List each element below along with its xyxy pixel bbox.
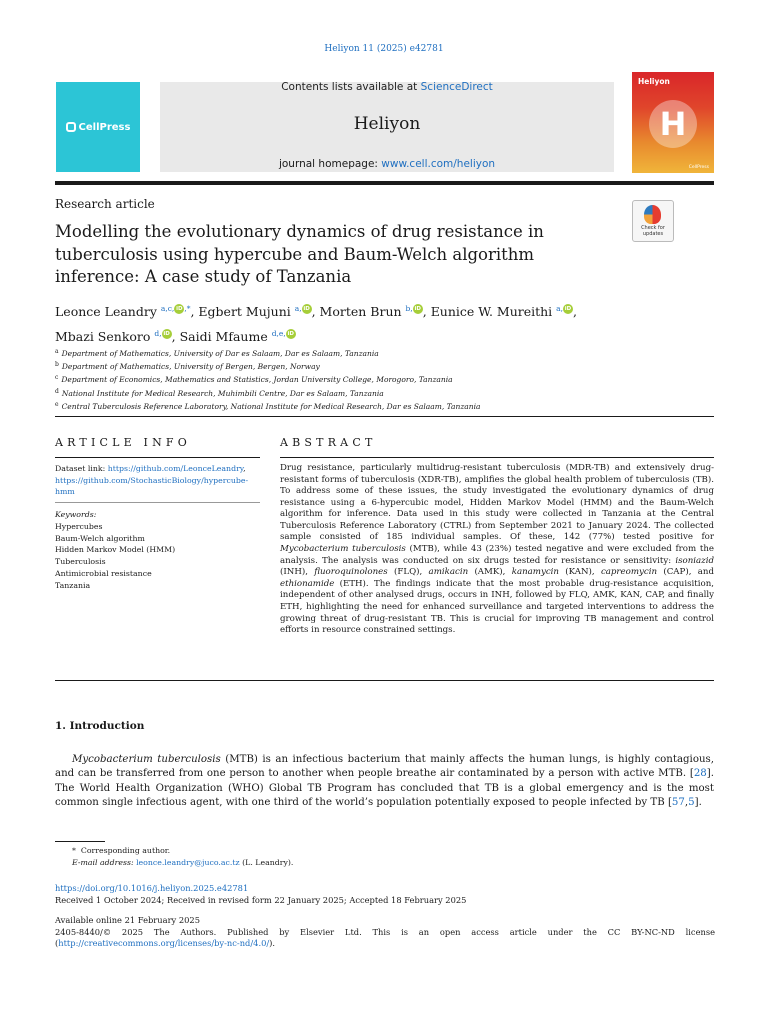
publication-info — [55, 883, 715, 950]
journal-cover[interactable] — [632, 72, 714, 173]
introduction-paragraph: Mycobacterium tuberculosis (MTB) is an infectious bacterium that mainly affects the human lungs, is highly contagious, and can be transferred from one person to another when people breathe air contaminated by a person with active MTB. [28]. The World Health Organization (WHO) Global TB Program has concluded that TB is a global emergency and is the most common single infectious agent, with one third of the world’s population potentially exposed to people infected by TB [57,5]. — [55, 754, 714, 808]
keyword: Baum-Welch algorithm — [55, 533, 145, 543]
reference-link[interactable]: 5 — [688, 796, 695, 808]
cover-title: Heliyon — [638, 77, 670, 86]
orcid-icon[interactable]: iD — [176, 306, 183, 312]
footnote-divider — [55, 841, 105, 842]
sciencedirect-link[interactable]: ScienceDirect — [420, 81, 493, 93]
contents-line: Contents lists available at ScienceDirect — [281, 81, 493, 93]
corresponding-ref[interactable]: ,* — [184, 304, 191, 313]
cellpress-mark-icon — [66, 122, 76, 132]
affiliation-item: $^d$ National Institute for Medical Research, Muhimbili Centre, Dar es Salaam, Tanzania — [55, 387, 384, 398]
reference-link[interactable]: 57 — [671, 796, 685, 808]
cellpress-logo[interactable] — [56, 82, 140, 172]
homepage-link[interactable]: www.cell.com/heliyon — [381, 158, 496, 170]
cellpress-logo-text: CellPress — [78, 121, 131, 133]
dataset-link-leandry[interactable]: https://github.com/LeonceLeandry — [107, 464, 244, 473]
dataset-link-block: Dataset link: https://github.com/LeonceLeandry, https://github.com/StochasticBiology/hypercube-hmm — [55, 464, 249, 496]
affiliation-refs[interactable]: d, — [154, 329, 162, 338]
keywords-heading: Keywords: — [55, 510, 97, 519]
affiliation-refs[interactable]: a, — [556, 304, 564, 313]
author-name[interactable]: Mbazi Senkoro — [55, 329, 151, 344]
license-link-line: (http://creativecommons.org/licenses/by-nc-nd/4.0/). — [55, 938, 276, 948]
license-link[interactable]: http://creativecommons.org/licenses/by-nc-nd/4.0/ — [58, 938, 270, 948]
affiliation-item: $^e$ Central Tuberculosis Reference Laboratory, National Institute for Medical Research, Dar es Salaam, Tanzania — [55, 400, 481, 411]
orcid-icon[interactable]: iD — [163, 331, 170, 337]
introduction-heading: 1. Introduction — [55, 720, 145, 732]
article-title: Modelling the evolutionary dynamics of drug resistance in tuberculosis using hypercube and Baum-Welch algorithm inference: A case study of Tanzania — [55, 222, 544, 286]
affiliations — [55, 346, 715, 412]
email-link[interactable]: leonce.leandry@juco.ac.tz — [136, 858, 240, 867]
affiliation-refs[interactable]: d,e, — [271, 329, 286, 338]
received-dates: Received 1 October 2024; Received in revised form 22 January 2025; Accepted 18 February 2025 — [55, 894, 467, 905]
author-name[interactable]: Morten Brun — [319, 304, 402, 319]
corresponding-author-note: * Corresponding author. — [72, 846, 171, 855]
article-info-heading: ARTICLE INFO — [55, 436, 191, 449]
cover-h-icon: H — [649, 100, 697, 148]
email-note: E-mail address: leonce.leandry@juco.ac.tz (L. Leandry). — [72, 858, 294, 867]
license-text: 2405-8440/© 2025 The Authors. Published by Elsevier Ltd. This is an open access article under the CC BY-NC-ND license — [55, 926, 715, 937]
keyword: Hypercubes — [55, 521, 103, 531]
orcid-icon[interactable]: iD — [564, 306, 572, 312]
affiliation-refs[interactable]: b, — [405, 304, 413, 313]
abstract-end-divider — [55, 680, 714, 681]
check-for-updates-button[interactable]: Check for updates — [632, 200, 674, 242]
author-name[interactable]: Saidi Mfaume — [179, 329, 268, 344]
available-online: Available online 21 February 2025 — [55, 915, 200, 925]
cover-publisher: CellPress — [688, 165, 709, 170]
article-info-divider — [55, 457, 260, 458]
homepage-line: journal homepage: www.cell.com/heliyon — [278, 158, 496, 170]
abstract-divider — [280, 457, 714, 458]
journal-citation[interactable]: Heliyon 11 (2025) e42781 — [324, 44, 444, 54]
author-name[interactable]: Eunice W. Mureithi — [430, 304, 553, 319]
affiliation-refs[interactable]: a, — [294, 304, 302, 313]
doi-link[interactable]: https://doi.org/10.1016/j.heliyon.2025.e42781 — [55, 883, 249, 893]
abstract-text: Drug resistance, particularly multidrug-resistant tuberculosis (MDR-TB) and extensively drug-resistant forms of tuberculosis (XDR-TB), amplifies the global health problem of tuberculosis (TB). To address some of these issues, the study investigated the evolutionary dynamics of drug resistance using a 6-hypercubic model, Hidden Markov Model (HMM) and the Baum-Welch algorithm for inference. Data used in this study were collected in Tanzania at the Central Tuberculosis Reference Laboratory (CTRL) from September 2021 to January 2024. The collected sample consisted of 185 individual samples. Of these, 142 (77%) tested positive for Mycobacterium tuberculosis (MTB), while 43 (23%) tested negative and were excluded from the analysis. The analysis was conducted on six drugs tested for resistance or sensitivity: isoniazid (INH), fluoroquinolones (FLQ), amikacin (AMK), kanamycin (KAN), capreomycin (CAP), and ethionamide (ETH). The findings indicate that the most probable drug-resistance acquisition, independent of other analysed drugs, occurs in INH, followed by FLQ, AMK, KAN, CAP, and finally ETH, highlighting the need for enhanced surveillance and targeted interventions to address the growing threat of drug-resistant TB. This is crucial for improving TB management and control efforts in resource constrained settings. — [280, 463, 714, 636]
journal-name: Heliyon — [353, 114, 421, 134]
affiliation-item: $^c$ Department of Economics, Mathematics and Statistics, Jordan University College, Morogoro, Tanzania — [55, 374, 453, 385]
keyword: Tuberculosis — [55, 557, 106, 567]
orcid-icon[interactable]: iD — [287, 331, 294, 337]
footnotes — [55, 845, 715, 869]
keyword: Antimicrobial resistance — [55, 568, 152, 578]
orcid-icon[interactable]: iD — [303, 306, 310, 312]
keyword: Tanzania — [55, 580, 91, 590]
author-list: Leonce Leandry $^{a,c,}$ iD ,*, Egbert Mujuni $^{a,}$ iD , Morten Brun $^{b,}$ iD , Eunice W. Mureithi $^{a,}$ iD , Mbazi Senkoro $^{d,}$ iD , Saidi Mfaume $^{d,e,}$ iD — [55, 304, 578, 344]
reference-link[interactable]: 28 — [693, 768, 707, 780]
keywords-divider — [55, 502, 260, 503]
abstract-heading: ABSTRACT — [280, 436, 377, 449]
affiliation-item: $^a$ Department of Mathematics, University of Dar es Salaam, Dar es Salaam, Tanzania — [55, 348, 379, 358]
journal-banner — [160, 82, 614, 172]
keywords-block — [55, 509, 260, 592]
keyword: Hidden Markov Model (HMM) — [55, 545, 176, 555]
author-name[interactable]: Leonce Leandry — [55, 304, 157, 319]
orcid-icon[interactable]: iD — [414, 306, 421, 312]
dataset-link-hypercube[interactable]: https://github.com/StochasticBiology/hypercube-hmm — [55, 475, 249, 496]
header-divider — [55, 181, 714, 185]
affiliation-refs[interactable]: a,c, — [160, 304, 175, 313]
section-divider — [55, 416, 714, 417]
affiliation-item: $^b$ Department of Mathematics, University of Bergen, Bergen, Norway — [55, 361, 320, 372]
author-name[interactable]: Egbert Mujuni — [198, 304, 291, 319]
check-updates-icon — [644, 205, 661, 224]
article-type: Research article — [55, 197, 155, 211]
